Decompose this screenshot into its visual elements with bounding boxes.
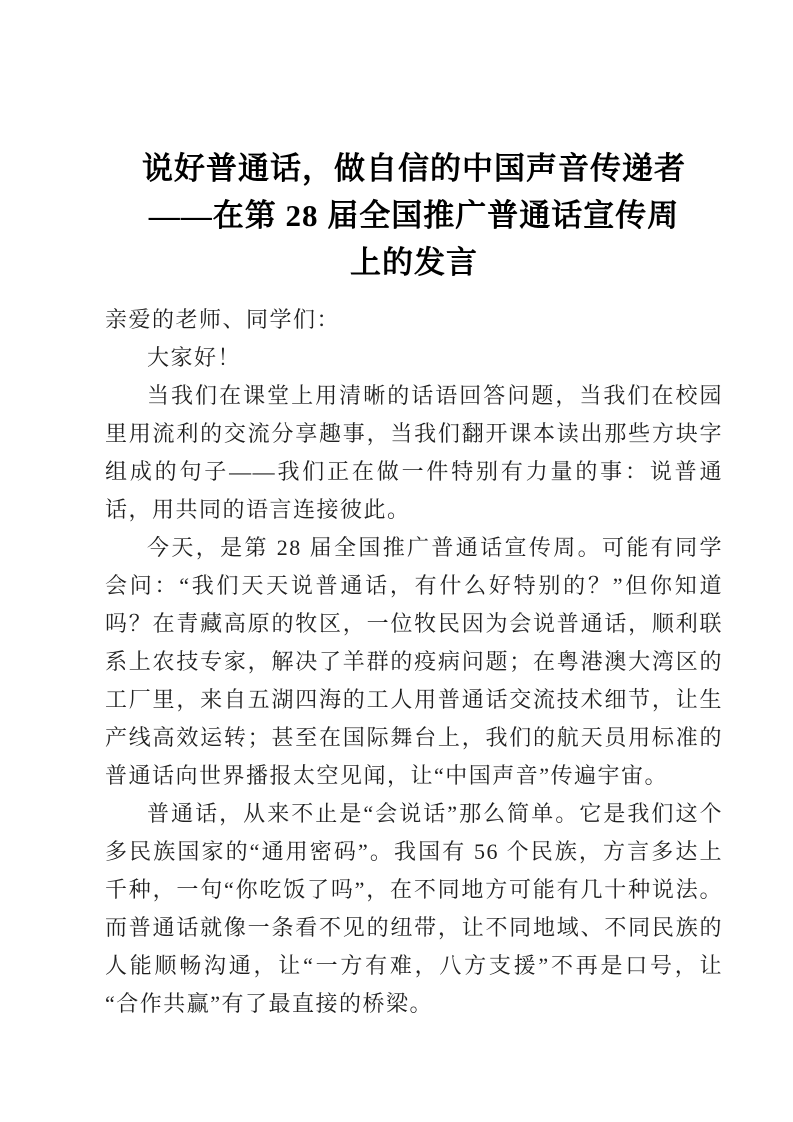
paragraph-salutation: 亲爱的老师、同学们： <box>105 307 341 332</box>
page-title-line-1: 说好普通话，做自信的中国声音传递者 <box>142 151 686 186</box>
document-body <box>105 301 723 1023</box>
paragraph-body-2: 今天，是第 28 届全国推广普通话宣传周。可能有同学会问：“我们天天说普通话，有什么好特别的？”但你知道吗？在青藏高原的牧区，一位牧民因为会说普通话，顺利联系上农技专家，解决了羊群的疫病问题；在粤港澳大湾区的工厂里，来自五湖四海的工人用普通话交流技术细节，让生产线高效运转；甚至在国际舞台上，我们的航天员用标准的普通话向世界播报太空见闻，让“中国声音”传遍宇宙。 <box>105 535 723 788</box>
page-title-line-2: ——在第 28 届全国推广普通话宣传周 <box>148 198 680 233</box>
paragraph-greeting: 大家好！ <box>147 345 242 370</box>
page-title-line-3: 上的发言 <box>350 245 478 280</box>
paragraph-body-1: 当我们在课堂上用清晰的话语回答问题，当我们在校园里用流利的交流分享趣事，当我们翻开课本读出那些方块字组成的句子——我们正在做一件特别有力量的事：说普通话，用共同的语言连接彼此。 <box>105 383 723 522</box>
paragraph-body-3: 普通话，从来不止是“会说话”那么简单。它是我们这个多民族国家的“通用密码”。我国有 56 个民族，方言多达上千种，一句“你吃饭了吗”，在不同地方可能有几十种说法。而普通话就像一条看不见的纽带，让不同地域、不同民族的人能顺畅沟通，让“一方有难，八方支援”不再是口号，让“合作共赢”有了最直接的桥梁。 <box>105 801 723 1016</box>
page-title <box>105 145 723 286</box>
